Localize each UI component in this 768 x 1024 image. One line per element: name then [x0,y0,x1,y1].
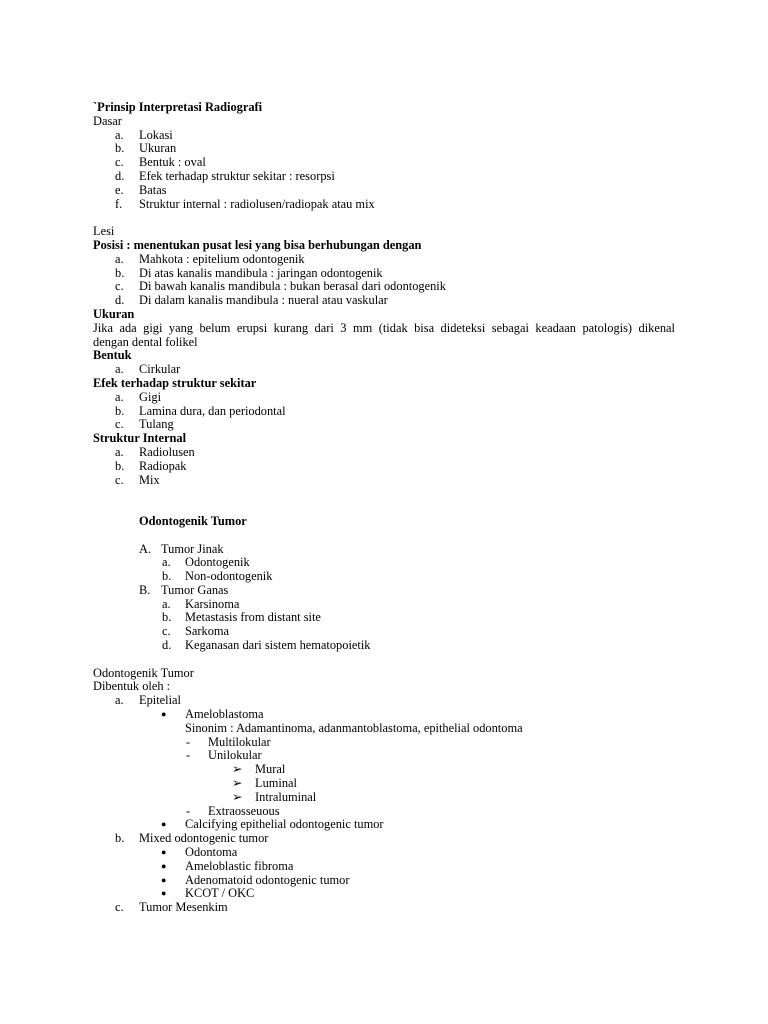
bullet-icon: ● [161,709,167,720]
dash-marker: - [186,748,191,763]
list-item: c. Tulang [115,417,174,432]
list-item: a. Epitelial [115,693,181,708]
list-item: a. Odontogenik [162,555,250,570]
list-item: c. Tumor Mesenkim [115,900,228,915]
odontogenik-subheading: Dibentuk oleh : [93,679,171,694]
list-item: c. Di bawah kanalis mandibula : bukan berasal dari odontogenik [115,279,446,294]
bullet-icon: ● [161,847,167,858]
list-item: B. Tumor Ganas [139,582,229,597]
list-item: d. Efek terhadap struktur sekitar : resorpsi [115,168,335,183]
bullet-icon: ● [161,888,167,899]
ukuran-paragraph-line: dengan dental folikel [93,334,198,349]
list-item: A. Tumor Jinak [139,541,224,556]
list-item: c. Mix [115,472,160,487]
document-title: `Prinsip Interpretasi Radiografi [93,100,263,114]
list-item: c. Bentuk : oval [115,155,206,170]
list-item: b. Lamina dura, dan periodontal [115,403,286,418]
arrow-icon: ➢ [232,762,243,777]
list-item: b. Ukuran [115,141,177,156]
tumor-section-heading: Odontogenik Tumor [139,513,247,528]
struktur-heading: Struktur Internal [93,431,187,446]
list-item: ➢ Intraluminal [232,789,317,804]
list-item: ➢ Mural [232,762,286,777]
bullet-icon: ● [161,819,167,830]
list-item: a. Mahkota : epitelium odontogenik [115,251,305,266]
lesi-heading: Lesi [93,224,115,239]
arrow-icon: ➢ [232,776,243,791]
list-item: ● Odontoma [161,845,238,860]
list-item: Sinonim : Adamantinoma, adanmantoblastoma, epithelial odontoma [185,720,523,735]
list-item: a. Gigi [115,389,162,404]
list-item: ● Ameloblastic fibroma [161,858,294,873]
efek-heading: Efek terhadap struktur sekitar [93,375,257,390]
list-item: a. Lokasi [115,127,173,142]
list-item: b. Metastasis from distant site [162,610,321,625]
list-item: d. Di dalam kanalis mandibula : nueral atau vaskular [115,293,388,308]
list-item: b. Mixed odontogenic tumor [115,831,269,846]
list-item: f. Struktur internal : radiolusen/radiopak atau mix [115,196,375,211]
dash-marker: - [186,734,191,749]
dash-marker: - [186,803,191,818]
bullet-icon: ● [161,860,167,871]
document-page [93,101,675,915]
list-item: d. Keganasan dari sistem hematopoietik [162,638,371,653]
list-item: - Extraosseuous [186,803,280,818]
bentuk-heading: Bentuk [93,348,132,363]
list-item: ● Ameloblastoma [161,707,264,722]
arrow-icon: ➢ [232,789,243,804]
list-item: c. Sarkoma [162,624,230,639]
list-item: b. Di atas kanalis mandibula : jaringan odontogenik [115,265,383,280]
list-item: a. Cirkular [115,362,181,377]
list-item: ● Adenomatoid odontogenic tumor [161,872,350,887]
list-item: e. Batas [115,182,167,197]
odontogenik-heading: Odontogenik Tumor [93,665,194,680]
list-item: - Unilokular [186,748,262,763]
bullet-icon: ● [161,874,167,885]
dasar-heading: Dasar [93,113,122,128]
list-item: b. Radiopak [115,458,187,473]
posisi-heading: Posisi : menentukan pusat lesi yang bisa berhubungan dengan [93,237,422,252]
list-item: a. Radiolusen [115,444,195,459]
list-item: - Multilokular [186,734,271,749]
list-item: ● KCOT / OKC [161,886,255,901]
list-item: ➢ Luminal [232,776,297,791]
list-item: a. Karsinoma [162,596,240,611]
ukuran-paragraph-line: Jika ada gigi yang belum erupsi kurang dari 3 mm (tidak bisa dideteksi sebagai keadaan patologis) dikenal [93,320,675,335]
ukuran-heading: Ukuran [93,306,135,321]
list-item: ● Calcifying epithelial odontogenic tumor [161,817,384,832]
list-item: b. Non-odontogenik [162,569,273,584]
